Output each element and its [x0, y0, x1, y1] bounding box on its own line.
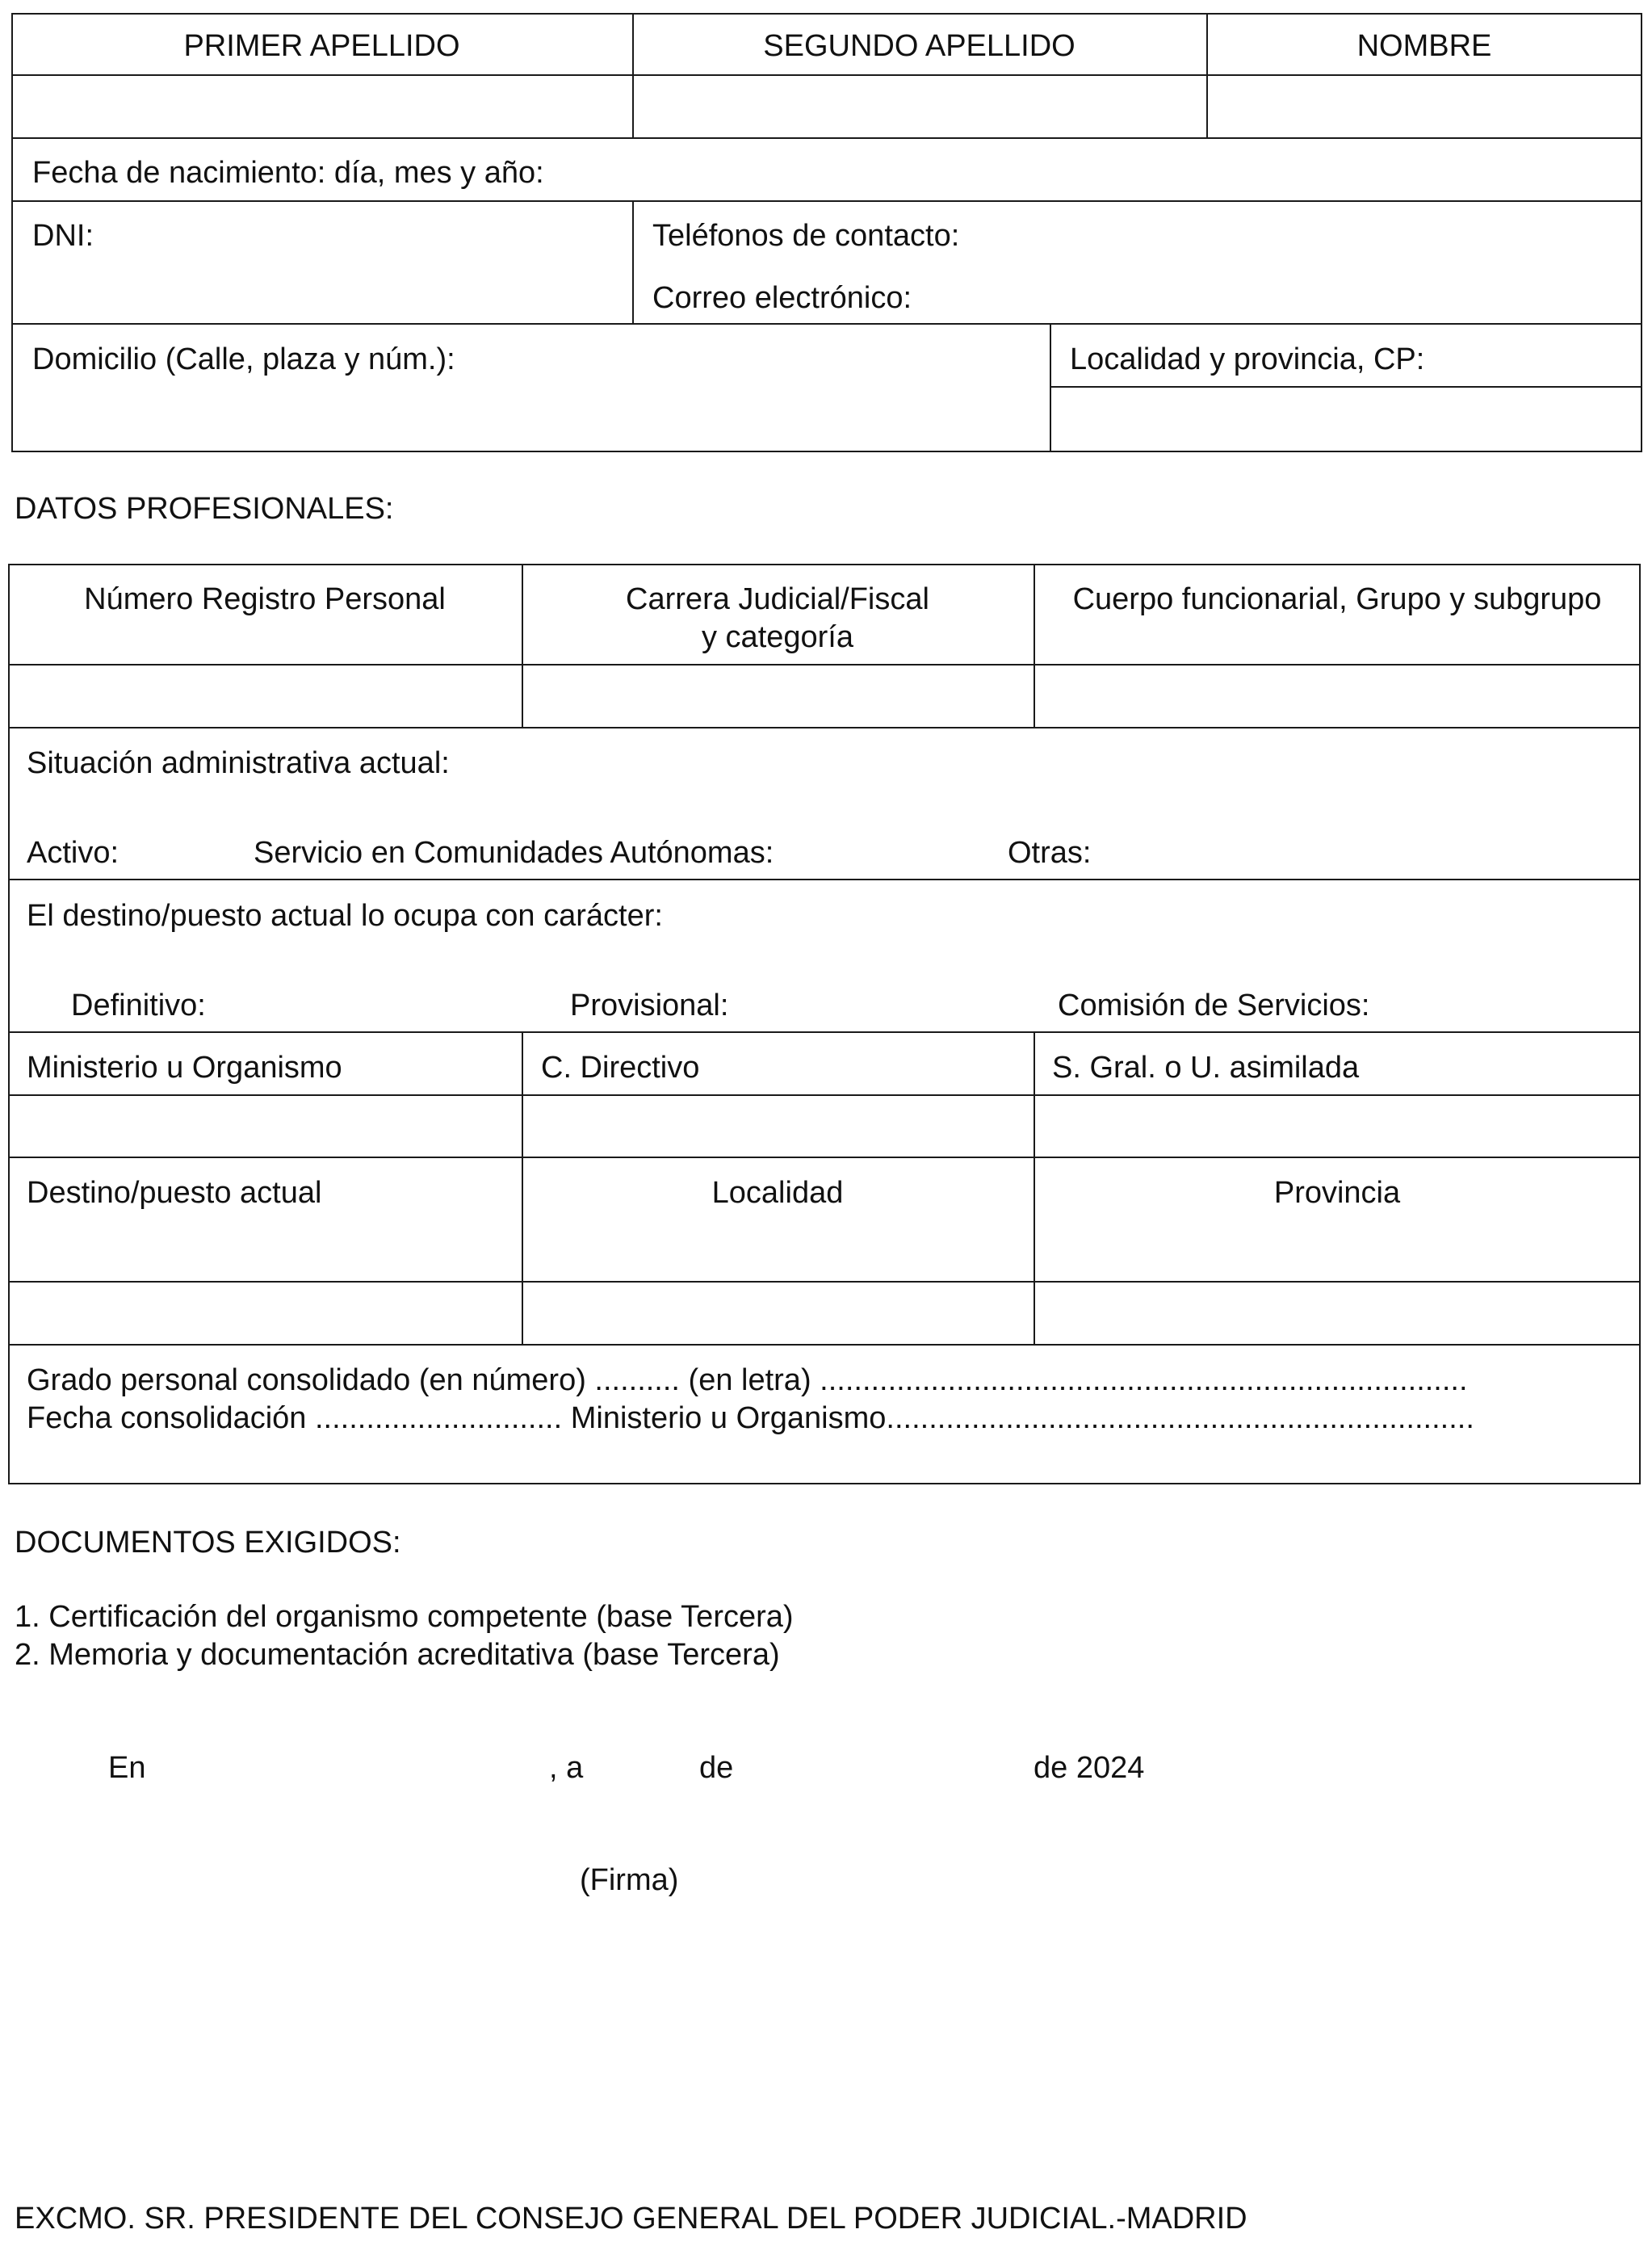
grado-line1[interactable]: Grado personal consolidado (en número) .......... (en letra) ............................................................................ [27, 1363, 1468, 1397]
nombre-header: NOMBRE [1356, 29, 1492, 63]
carrera-header-line1: Carrera Judicial/Fiscal [626, 582, 929, 616]
ministerio-field[interactable] [10, 1096, 520, 1155]
situacion-label: Situación administrativa actual: [27, 746, 450, 780]
year-label: de 2024 [1034, 1751, 1145, 1785]
nombre-field[interactable] [1208, 76, 1641, 136]
sgral-field[interactable] [1035, 1096, 1639, 1155]
destino-header: Destino/puesto actual [27, 1176, 322, 1210]
date-de-label: de [699, 1751, 734, 1785]
place-label: En [108, 1751, 146, 1785]
destino-field[interactable] [10, 1283, 520, 1342]
centro-directivo-header: C. Directivo [541, 1051, 700, 1085]
localidad-provincia-cp-label: Localidad y provincia, CP: [1070, 342, 1425, 376]
servicio-ccaa-label[interactable]: Servicio en Comunidades Autónomas: [254, 836, 774, 870]
sgral-header: S. Gral. o U. asimilada [1052, 1051, 1360, 1085]
destino-caracter-label: El destino/puesto actual lo ocupa con carácter: [27, 899, 663, 933]
fecha-nacimiento-field[interactable] [573, 139, 1639, 199]
localidad-provincia-cp-field[interactable] [1051, 388, 1641, 451]
signature-label: (Firma) [580, 1863, 679, 1897]
correo-label: Correo electrónico: [652, 281, 912, 315]
localidad-header: Localidad [711, 1176, 844, 1210]
documento-item-2: 2. Memoria y documentación acreditativa (base Tercera) [15, 1638, 780, 1672]
nrp-field[interactable] [10, 665, 520, 725]
datos-profesionales-title: DATOS PROFESIONALES: [15, 492, 394, 526]
carrera-header-line2: y categoría [702, 620, 853, 654]
segundo-apellido-header: SEGUNDO APELLIDO [763, 29, 1075, 63]
definitivo-label[interactable]: Definitivo: [71, 989, 206, 1022]
correo-field[interactable] [929, 265, 1639, 321]
localidad-field[interactable] [523, 1283, 1032, 1342]
place-field[interactable] [161, 1744, 541, 1786]
primer-apellido-header: PRIMER APELLIDO [183, 29, 460, 63]
dni-label: DNI: [32, 219, 94, 253]
nrp-header: Número Registro Personal [84, 582, 446, 616]
domicilio-field[interactable] [13, 384, 1046, 451]
telefonos-label: Teléfonos de contacto: [652, 219, 960, 253]
day-field[interactable] [597, 1744, 694, 1786]
dni-field[interactable] [105, 202, 630, 321]
domicilio-label: Domicilio (Calle, plaza y núm.): [32, 342, 455, 376]
signature-area[interactable] [404, 1914, 888, 2116]
activo-label[interactable]: Activo: [27, 836, 119, 870]
grado-line2[interactable]: Fecha consolidación ............................. Ministerio u Organismo..................................................................... [27, 1401, 1474, 1435]
documento-item-1: 1. Certificación del organismo competente (base Tercera) [15, 1600, 794, 1634]
provincia-field[interactable] [1035, 1283, 1639, 1342]
date-a-label: , a [549, 1751, 584, 1785]
fecha-nacimiento-label: Fecha de nacimiento: día, mes y año: [32, 156, 544, 190]
telefonos-field[interactable] [985, 204, 1639, 260]
documentos-title: DOCUMENTOS EXIGIDOS: [15, 1526, 401, 1560]
month-field[interactable] [743, 1744, 1025, 1786]
segundo-apellido-field[interactable] [634, 76, 1205, 136]
carrera-field[interactable] [523, 665, 1032, 725]
cuerpo-header: Cuerpo funcionarial, Grupo y subgrupo [1072, 582, 1602, 616]
ministerio-header: Ministerio u Organismo [27, 1051, 342, 1085]
provincia-header: Provincia [1273, 1176, 1401, 1210]
cuerpo-field[interactable] [1035, 665, 1639, 725]
comision-servicios-label[interactable]: Comisión de Servicios: [1058, 989, 1370, 1022]
addressee-footer: EXCMO. SR. PRESIDENTE DEL CONSEJO GENERAL DEL PODER JUDICIAL.-MADRID [15, 2202, 1247, 2236]
provisional-label[interactable]: Provisional: [570, 989, 729, 1022]
primer-apellido-field[interactable] [13, 76, 631, 136]
centro-directivo-field[interactable] [523, 1096, 1032, 1155]
otras-label[interactable]: Otras: [1008, 836, 1092, 870]
